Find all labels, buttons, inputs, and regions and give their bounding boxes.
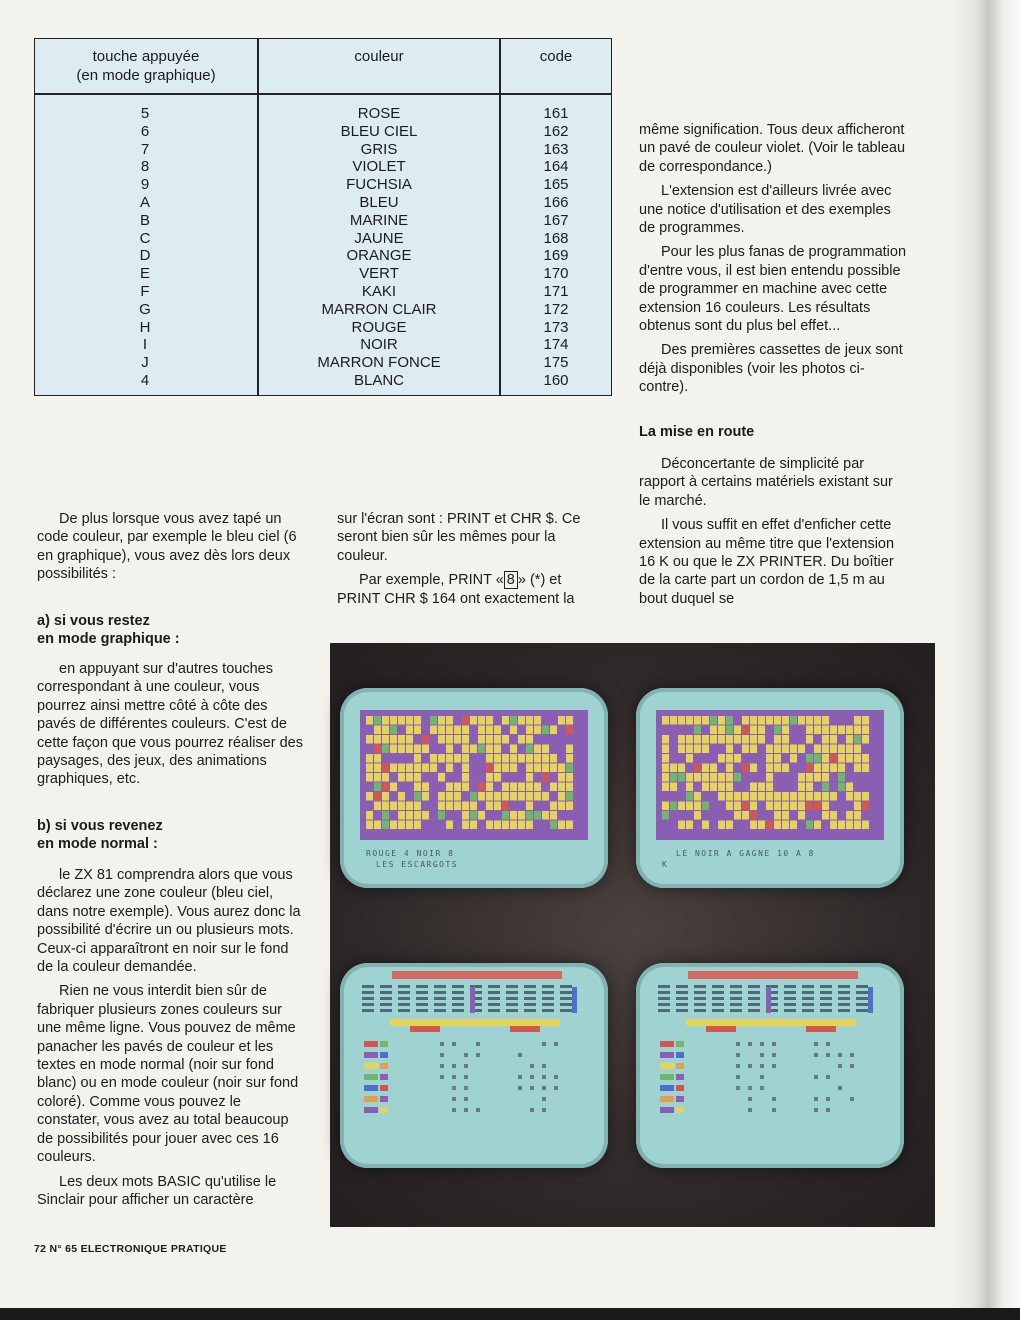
text-run: » (*) et PRINT CHR $ 164 ont exactement la xyxy=(337,572,575,607)
paragraph: en appuyant sur d'autres touches correspondant à une couleur, vous pourrez ainsi mettre côté à côte des pavés de différentes couleurs. C'est de cette façon que vous pourrez réaliser des paysages, des jeux, des animations graphiques, etc. xyxy=(37,661,303,788)
table-cell-color: ROUGE xyxy=(351,318,407,336)
table-cell-code: 167 xyxy=(543,211,569,229)
table-cell-color: VERT xyxy=(359,265,399,283)
paragraph: Rien ne vous interdit bien sûr de fabriquer plusieurs zones couleurs sur une même ligne. Vous pouvez de même panacher les pavés de couleur et les textes en mode normal (noir sur fond blanc) ou en mode couleur (noir sur fond coloré). Comme vous pouvez le constater, vous avez au total beaucoup de possibilités pour jouer avec ces 16 couleurs. xyxy=(37,983,299,1166)
table-cell-color: JAUNE xyxy=(354,229,404,247)
table-cell-color: BLEU xyxy=(359,193,399,211)
paragraph: Déconcertante de simplicité par rapport à certains matériels existant sur le marché. xyxy=(639,456,893,509)
table-cell-color: KAKI xyxy=(361,282,397,300)
tv-screen xyxy=(340,688,608,888)
table-cell-code: 170 xyxy=(543,265,569,283)
tv-screen xyxy=(636,688,904,888)
tv-screen xyxy=(636,963,904,1168)
header-code: code xyxy=(539,48,573,65)
table-cell-key: 9 xyxy=(140,176,150,194)
table-cell-code: 168 xyxy=(543,229,569,247)
table-cell-color: MARINE xyxy=(349,211,409,229)
table-cell-color: BLEU CIEL xyxy=(340,122,418,140)
subheading-a xyxy=(37,612,180,648)
table-cell-key: F xyxy=(140,282,150,300)
text-run: Par exemple, PRINT « xyxy=(359,572,504,589)
paragraph: De plus lorsque vous avez tapé un code couleur, par exemple le bleu ciel (6 en graphique), vous avez dès lors deux possibilités : xyxy=(37,511,297,583)
table-cell-color: GRIS xyxy=(360,140,398,158)
color-column xyxy=(259,105,499,390)
table-cell-color: MARRON FONCE xyxy=(317,354,441,372)
table-cell-key: 6 xyxy=(140,122,150,140)
table-cell-code: 163 xyxy=(543,140,569,158)
key-box: 8 xyxy=(504,571,518,589)
code-column xyxy=(501,105,611,390)
paragraph: Des premières cassettes de jeux sont déjà disponibles (voir les photos ci-contre). xyxy=(639,342,903,396)
table-cell-code: 162 xyxy=(543,122,569,140)
paragraph: le ZX 81 comprendra alors que vous déclarez une zone couleur (bleu ciel, dans notre exemple). Vous aurez donc la possibilité d'écrire un ou plusieurs mots. Ceux-ci apparaîtront en noir sur le fond de la couleur demandée. xyxy=(37,867,301,976)
subheading-b xyxy=(37,817,163,853)
page-bottom-band xyxy=(0,1308,1020,1320)
table-cell-code: 173 xyxy=(543,318,569,336)
table-cell-key: A xyxy=(139,193,150,211)
paragraph: même signification. Tous deux afficheront un pavé de couleur violet. (Voir le tableau de correspondance.) xyxy=(639,122,906,175)
game-screens-photo xyxy=(330,643,935,1227)
table-cell-color: VIOLET xyxy=(352,158,406,176)
table-cell-key: J xyxy=(141,354,149,372)
header-key: touche appuyée (en mode graphique) xyxy=(76,48,216,84)
table-cell-key: 8 xyxy=(140,158,150,176)
table-cell-key: D xyxy=(139,247,151,265)
table-cell-code: 161 xyxy=(543,105,569,122)
score-table-graphic xyxy=(340,963,608,1168)
table-cell-key: G xyxy=(139,300,151,318)
left-text-b xyxy=(37,866,305,1209)
header-color: couleur xyxy=(354,48,404,65)
subheading-line: a) si vous restez xyxy=(37,613,150,629)
paragraph: Pour les plus fanas de programmation d'entre vous, il est bien entendu possible de programmer en machine avec cette extension 16 couleurs. Les résultats obtenus sont du plus bel effet... xyxy=(639,244,907,335)
table-cell-color: FUCHSIA xyxy=(346,176,412,194)
maze-graphic xyxy=(636,688,904,888)
paragraph: Les deux mots BASIC qu'utilise le Sinclair pour afficher un caractère xyxy=(37,1173,277,1208)
tv-screen xyxy=(340,963,608,1168)
subheading-line: en mode graphique : xyxy=(37,631,180,647)
section-heading: La mise en route xyxy=(639,424,755,440)
table-cell-code: 169 xyxy=(543,247,569,265)
table-cell-key: H xyxy=(139,318,151,336)
screen-caption: ROUGE 4 NOIR 8 xyxy=(366,849,455,858)
right-column-text-2 xyxy=(639,455,907,608)
table-cell-key: 4 xyxy=(140,371,150,389)
page-curl-shadow xyxy=(950,0,1020,1320)
table-cell-code: 165 xyxy=(543,176,569,194)
table-cell-key: E xyxy=(139,265,150,283)
table-cell-color: ORANGE xyxy=(346,247,412,265)
score-table-graphic xyxy=(636,963,904,1168)
subheading-line: en mode normal : xyxy=(37,836,158,852)
table-cell-code: 175 xyxy=(543,354,569,372)
table-cell-color: BLANC xyxy=(353,371,405,389)
table-divider xyxy=(35,93,611,95)
screen-caption: LES ESCARGOTS xyxy=(376,860,459,869)
screen-caption: LE NOIR A GAGNE 10 A 8 xyxy=(676,849,815,858)
table-cell-code: 174 xyxy=(543,336,569,354)
paragraph xyxy=(337,571,605,608)
paragraph: sur l'écran sont : PRINT et CHR $. Ce seront bien sûr les mêmes pour la couleur. xyxy=(337,511,581,564)
subheading-line: b) si vous revenez xyxy=(37,818,163,834)
table-cell-color: MARRON CLAIR xyxy=(321,300,437,318)
paragraph: Il vous suffit en effet d'enficher cette extension au même titre que l'extension 16 K ou que le ZX PRINTER. Du boîtier de la carte part un cordon de 1,5 m au bout duquel se xyxy=(639,517,895,607)
table-cell-code: 171 xyxy=(543,282,569,300)
screen-caption: K xyxy=(662,860,669,869)
maze-graphic xyxy=(340,688,608,888)
table-cell-key: 7 xyxy=(140,140,150,158)
paragraph: L'extension est d'ailleurs livrée avec une notice d'utilisation et des exemples de programmes. xyxy=(639,183,892,237)
table-cell-code: 160 xyxy=(543,371,569,389)
table-cell-code: 172 xyxy=(543,300,569,318)
color-code-table xyxy=(34,38,612,396)
key-column xyxy=(125,105,165,390)
table-cell-key: I xyxy=(142,336,148,354)
left-text-a xyxy=(37,660,305,789)
table-cell-color: ROSE xyxy=(357,105,401,122)
table-cell-key: C xyxy=(139,229,151,247)
table-cell-code: 164 xyxy=(543,158,569,176)
table-cell-key: B xyxy=(139,211,150,229)
right-column-text xyxy=(639,121,907,397)
table-cell-key: 5 xyxy=(140,105,150,122)
left-intro xyxy=(37,510,305,584)
middle-column-text xyxy=(337,510,605,608)
table-cell-color: NOIR xyxy=(360,336,398,354)
page-footer: 72 N° 65 ELECTRONIQUE PRATIQUE xyxy=(34,1243,227,1255)
table-cell-code: 166 xyxy=(543,193,569,211)
